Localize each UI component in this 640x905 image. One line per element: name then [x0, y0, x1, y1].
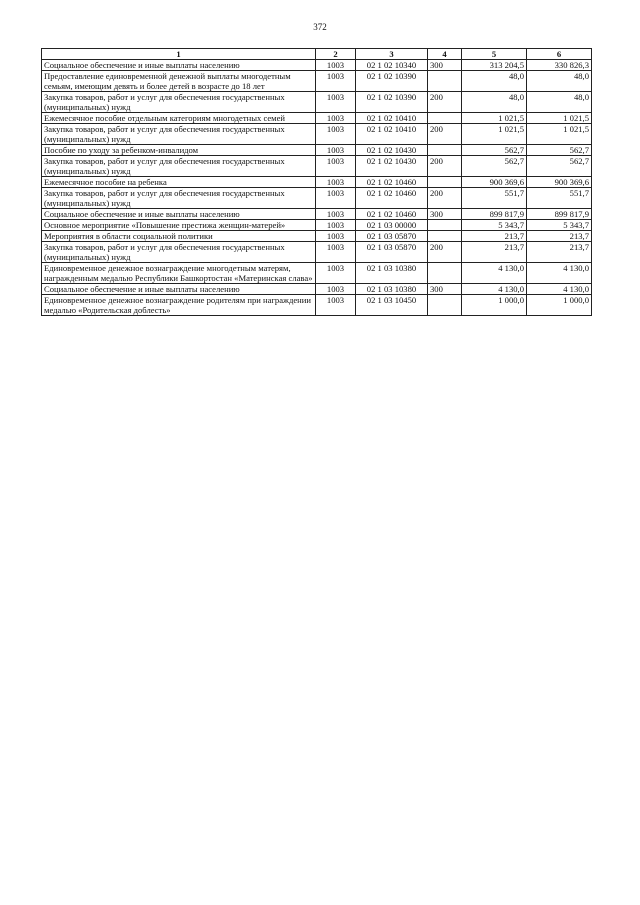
row-value-5-cell: 899 817,9: [462, 209, 527, 220]
row-code-cell: 02 1 02 10410: [356, 124, 428, 145]
row-value-6-cell: 1 021,5: [527, 124, 592, 145]
row-code-cell: 02 1 02 10430: [356, 156, 428, 177]
row-value-5-cell: 4 130,0: [462, 263, 527, 284]
row-value-5-cell: 48,0: [462, 92, 527, 113]
row-value-5-cell: 313 204,5: [462, 60, 527, 71]
row-type-cell: [428, 71, 462, 92]
row-name-cell: Ежемесячное пособие отдельным категориям многодетных семей: [42, 113, 316, 124]
row-name-cell: Закупка товаров, работ и услуг для обеспечения государственных (муниципальных) нужд: [42, 156, 316, 177]
table-header-row: [42, 49, 592, 60]
row-value-6-cell: 5 343,7: [527, 220, 592, 231]
row-code-cell: 02 1 02 10390: [356, 71, 428, 92]
row-value-6-cell: 562,7: [527, 145, 592, 156]
table-row: [42, 209, 592, 220]
table-row: [42, 263, 592, 284]
row-name-cell: Пособие по уходу за ребенком-инвалидом: [42, 145, 316, 156]
table-body: [42, 60, 592, 316]
row-name-cell: Социальное обеспечение и иные выплаты населению: [42, 60, 316, 71]
row-value-6-cell: 4 130,0: [527, 284, 592, 295]
row-type-cell: [428, 231, 462, 242]
row-type-cell: [428, 145, 462, 156]
row-value-5-cell: 562,7: [462, 145, 527, 156]
row-type-cell: 200: [428, 188, 462, 209]
row-value-6-cell: 562,7: [527, 156, 592, 177]
row-value-6-cell: 330 826,3: [527, 60, 592, 71]
row-section-cell: 1003: [316, 242, 356, 263]
row-type-cell: [428, 295, 462, 316]
row-section-cell: 1003: [316, 177, 356, 188]
row-code-cell: 02 1 02 10460: [356, 209, 428, 220]
table-row: [42, 220, 592, 231]
row-type-cell: [428, 220, 462, 231]
row-value-5-cell: 1 021,5: [462, 124, 527, 145]
row-value-5-cell: 562,7: [462, 156, 527, 177]
row-type-cell: 300: [428, 209, 462, 220]
table-row: [42, 242, 592, 263]
row-section-cell: 1003: [316, 295, 356, 316]
row-section-cell: 1003: [316, 92, 356, 113]
row-value-6-cell: 48,0: [527, 71, 592, 92]
header-cell: 1: [42, 49, 316, 60]
row-value-6-cell: 551,7: [527, 188, 592, 209]
row-value-5-cell: 900 369,6: [462, 177, 527, 188]
row-section-cell: 1003: [316, 124, 356, 145]
row-code-cell: 02 1 02 10390: [356, 92, 428, 113]
row-name-cell: Ежемесячное пособие на ребенка: [42, 177, 316, 188]
row-section-cell: 1003: [316, 209, 356, 220]
table-row: [42, 71, 592, 92]
row-name-cell: Предоставление единовременной денежной выплаты многодетным семьям, имеющим девять и более детей в возрасте до 18 лет: [42, 71, 316, 92]
table-row: [42, 295, 592, 316]
row-section-cell: 1003: [316, 145, 356, 156]
row-name-cell: Социальное обеспечение и иные выплаты населению: [42, 284, 316, 295]
row-value-5-cell: 4 130,0: [462, 284, 527, 295]
header-cell: 2: [316, 49, 356, 60]
row-name-cell: Мероприятия в области социальной политики: [42, 231, 316, 242]
row-value-5-cell: 213,7: [462, 231, 527, 242]
row-value-5-cell: 5 343,7: [462, 220, 527, 231]
header-cell: 5: [462, 49, 527, 60]
row-code-cell: 02 1 02 10460: [356, 188, 428, 209]
row-section-cell: 1003: [316, 231, 356, 242]
row-type-cell: 200: [428, 124, 462, 145]
row-name-cell: Основное мероприятие «Повышение престижа женщин-матерей»: [42, 220, 316, 231]
row-name-cell: Социальное обеспечение и иные выплаты населению: [42, 209, 316, 220]
header-cell: 4: [428, 49, 462, 60]
row-section-cell: 1003: [316, 263, 356, 284]
header-cell: 6: [527, 49, 592, 60]
row-type-cell: [428, 177, 462, 188]
row-name-cell: Закупка товаров, работ и услуг для обеспечения государственных (муниципальных) нужд: [42, 242, 316, 263]
row-section-cell: 1003: [316, 156, 356, 177]
table-row: [42, 92, 592, 113]
table-row: [42, 113, 592, 124]
budget-table: [41, 48, 592, 316]
row-section-cell: 1003: [316, 60, 356, 71]
table-row: [42, 188, 592, 209]
row-type-cell: 300: [428, 284, 462, 295]
row-code-cell: 02 1 02 10430: [356, 145, 428, 156]
table-row: [42, 145, 592, 156]
row-name-cell: Закупка товаров, работ и услуг для обеспечения государственных (муниципальных) нужд: [42, 92, 316, 113]
row-code-cell: 02 1 02 10340: [356, 60, 428, 71]
row-code-cell: 02 1 03 10380: [356, 263, 428, 284]
row-value-6-cell: 48,0: [527, 92, 592, 113]
row-type-cell: 200: [428, 156, 462, 177]
row-value-6-cell: 1 000,0: [527, 295, 592, 316]
row-value-5-cell: 551,7: [462, 188, 527, 209]
row-value-5-cell: 1 021,5: [462, 113, 527, 124]
table-row: [42, 284, 592, 295]
table-row: [42, 156, 592, 177]
row-code-cell: 02 1 03 05870: [356, 242, 428, 263]
row-code-cell: 02 1 03 10450: [356, 295, 428, 316]
row-value-5-cell: 1 000,0: [462, 295, 527, 316]
row-type-cell: 200: [428, 242, 462, 263]
row-section-cell: 1003: [316, 71, 356, 92]
page-number: 372: [313, 22, 327, 32]
row-type-cell: 200: [428, 92, 462, 113]
table-row: [42, 60, 592, 71]
row-code-cell: 02 1 03 05870: [356, 231, 428, 242]
row-value-5-cell: 48,0: [462, 71, 527, 92]
row-value-6-cell: 1 021,5: [527, 113, 592, 124]
row-value-5-cell: 213,7: [462, 242, 527, 263]
row-value-6-cell: 899 817,9: [527, 209, 592, 220]
row-value-6-cell: 900 369,6: [527, 177, 592, 188]
table-row: [42, 124, 592, 145]
row-type-cell: [428, 263, 462, 284]
row-code-cell: 02 1 03 00000: [356, 220, 428, 231]
row-code-cell: 02 1 02 10410: [356, 113, 428, 124]
row-code-cell: 02 1 02 10460: [356, 177, 428, 188]
table-row: [42, 231, 592, 242]
row-value-6-cell: 213,7: [527, 231, 592, 242]
row-type-cell: 300: [428, 60, 462, 71]
row-section-cell: 1003: [316, 113, 356, 124]
row-name-cell: Закупка товаров, работ и услуг для обеспечения государственных (муниципальных) нужд: [42, 188, 316, 209]
table-row: [42, 177, 592, 188]
row-section-cell: 1003: [316, 284, 356, 295]
row-code-cell: 02 1 03 10380: [356, 284, 428, 295]
row-name-cell: Единовременное денежное вознаграждение многодетным матерям, награжденным медалью Республики Башкортостан «Материнская слава»: [42, 263, 316, 284]
header-cell: 3: [356, 49, 428, 60]
row-value-6-cell: 213,7: [527, 242, 592, 263]
row-section-cell: 1003: [316, 188, 356, 209]
row-name-cell: Единовременное денежное вознаграждение родителям при награждении медалью «Родительская доблесть»: [42, 295, 316, 316]
row-type-cell: [428, 113, 462, 124]
row-value-6-cell: 4 130,0: [527, 263, 592, 284]
row-section-cell: 1003: [316, 220, 356, 231]
row-name-cell: Закупка товаров, работ и услуг для обеспечения государственных (муниципальных) нужд: [42, 124, 316, 145]
